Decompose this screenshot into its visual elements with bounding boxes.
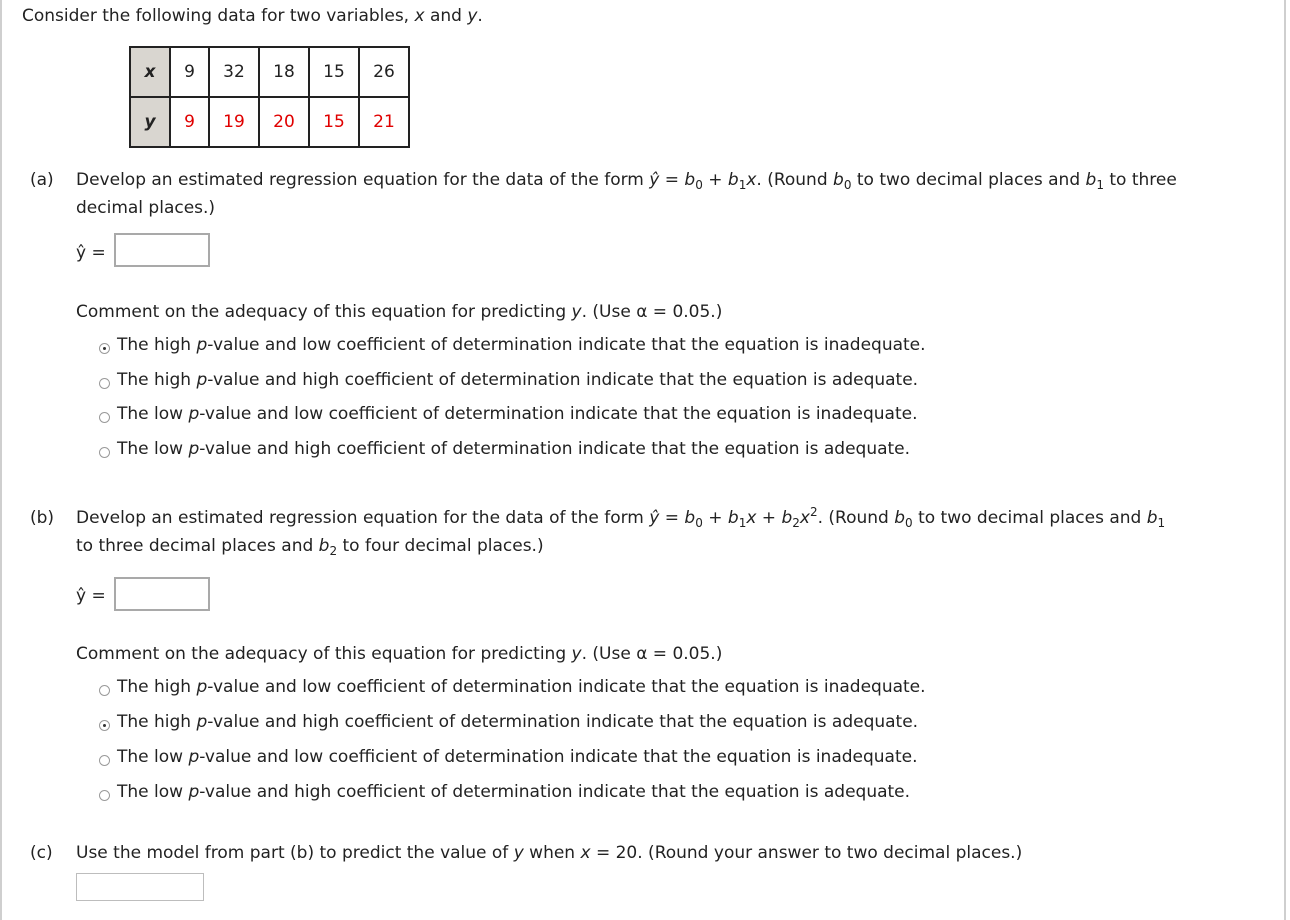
part-a-comment: Comment on the adequacy of this equation for predicting y. (Use α = 0.05.): [76, 302, 723, 322]
y-cell: 21: [359, 97, 409, 147]
part-a-option-4[interactable]: The low p-value and high coefficient of determination indicate that the equation is adequate.: [117, 439, 911, 459]
x-cell: 18: [259, 47, 309, 97]
part-b-prompt: Develop an estimated regression equation for the data of the form ŷ = $b_0 + b_1x + b_2x^2$. (Round $b_0$ to two decimal places and $b_1$: [76, 505, 1166, 530]
part-a-option-1[interactable]: The high p-value and low coefficient of determination indicate that the equation is inadequate.: [117, 335, 926, 355]
part-a-radio-1[interactable]: [99, 343, 110, 354]
y-header: y: [130, 97, 170, 147]
y-cell: 9: [170, 97, 209, 147]
x-cell: 15: [309, 47, 359, 97]
part-c-prompt: Use the model from part (b) to predict the value of y when x = 20. (Round your answer to two decimal places.): [76, 843, 1023, 863]
x-cell: 32: [209, 47, 259, 97]
part-a-option-2[interactable]: The high p-value and high coefficient of determination indicate that the equation is adequate.: [117, 370, 919, 390]
part-b-option-3[interactable]: The low p-value and low coefficient of determination indicate that the equation is inadequate.: [117, 747, 918, 767]
part-a-prompt: Develop an estimated regression equation for the data of the form ŷ = $b_0 + b_1x$. (Round $b_0$ to two decimal places and $b_1$ to three: [76, 170, 1177, 192]
part-b-yhat-label: ŷ =: [76, 586, 106, 606]
part-b-marker: (b): [30, 508, 55, 528]
x-header: x: [130, 47, 170, 97]
part-a-radio-3[interactable]: [99, 412, 110, 423]
part-b-radio-4[interactable]: [99, 790, 110, 801]
part-a-radio-2[interactable]: [99, 378, 110, 389]
part-a-prompt-line2: decimal places.): [76, 198, 216, 218]
part-b-option-4[interactable]: The low p-value and high coefficient of determination indicate that the equation is adequate.: [117, 782, 911, 802]
part-b-radio-3[interactable]: [99, 755, 110, 766]
y-cell: 15: [309, 97, 359, 147]
table-row-x: [130, 47, 409, 97]
x-cell: 26: [359, 47, 409, 97]
var-x: x: [414, 6, 425, 26]
data-table: [129, 46, 410, 148]
part-a-radio-4[interactable]: [99, 447, 110, 458]
part-a-option-3[interactable]: The low p-value and low coefficient of determination indicate that the equation is inadequate.: [117, 404, 918, 424]
part-b-equation-input[interactable]: [114, 577, 210, 611]
part-c-marker: (c): [30, 843, 53, 863]
part-b-option-2[interactable]: The high p-value and high coefficient of determination indicate that the equation is adequate.: [117, 712, 919, 732]
part-a-marker: (a): [30, 170, 54, 190]
part-c-answer-input[interactable]: [76, 873, 204, 901]
x-cell: 9: [170, 47, 209, 97]
y-cell: 19: [209, 97, 259, 147]
var-y: y: [467, 6, 478, 26]
part-a-equation-input[interactable]: [114, 233, 210, 267]
part-b-prompt-line2: to three decimal places and $b_2$ to four decimal places.): [76, 536, 544, 558]
intro-text: Consider the following data for two variables, x and y.: [22, 6, 483, 26]
y-cell: 20: [259, 97, 309, 147]
part-b-radio-1[interactable]: [99, 685, 110, 696]
part-b-radio-2[interactable]: [99, 720, 110, 731]
part-a-yhat-label: ŷ =: [76, 243, 106, 263]
table-row-y: [130, 97, 409, 147]
part-b-comment: Comment on the adequacy of this equation for predicting y. (Use α = 0.05.): [76, 644, 723, 664]
part-b-option-1[interactable]: The high p-value and low coefficient of determination indicate that the equation is inadequate.: [117, 677, 926, 697]
